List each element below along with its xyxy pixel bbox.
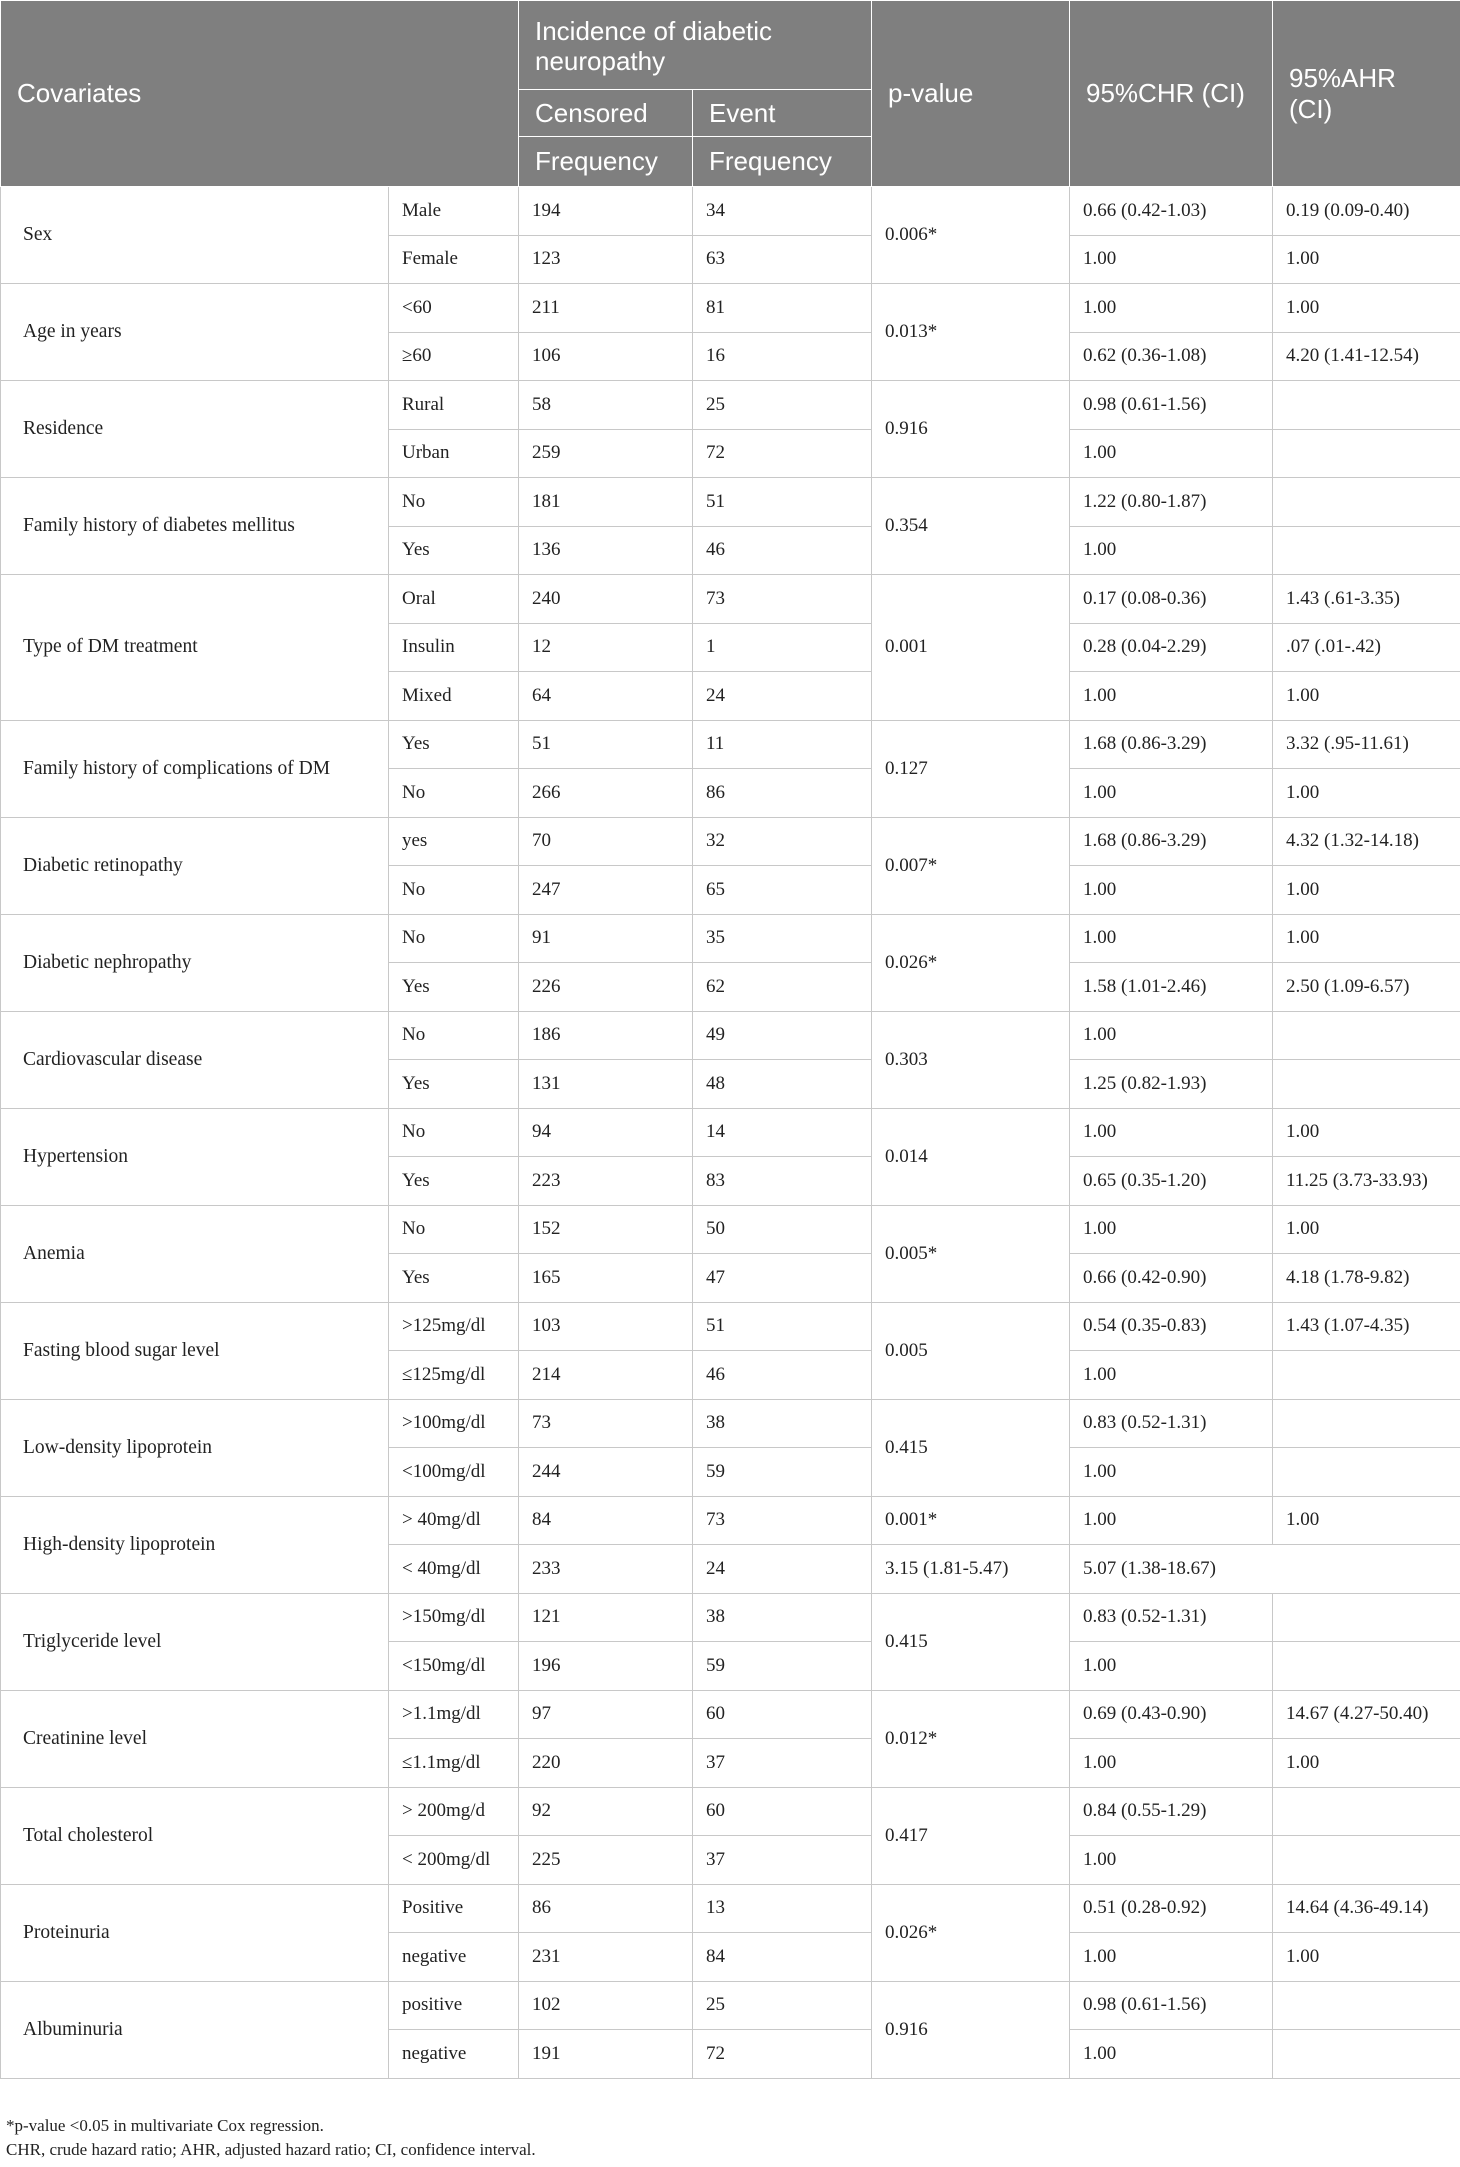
covariate-label: Residence xyxy=(1,381,389,478)
table-row xyxy=(1,1302,1460,1351)
censored-cell: 266 xyxy=(519,769,693,818)
ahr-cell xyxy=(1273,1787,1460,1836)
censored-cell: 223 xyxy=(519,1157,693,1206)
censored-cell: 102 xyxy=(519,1981,693,2030)
event-cell: 46 xyxy=(693,1351,872,1400)
covariate-label: Cardiovascular disease xyxy=(1,1011,389,1108)
level-cell: No xyxy=(389,914,519,963)
event-cell: 14 xyxy=(693,1108,872,1157)
chr-cell: 1.68 (0.86-3.29) xyxy=(1070,720,1273,769)
chr-cell: 0.69 (0.43-0.90) xyxy=(1070,1690,1273,1739)
chr-cell: 1.00 xyxy=(1070,1933,1273,1982)
chr-cell: 0.51 (0.28-0.92) xyxy=(1070,1884,1273,1933)
event-cell: 83 xyxy=(693,1157,872,1206)
event-cell: 37 xyxy=(693,1739,872,1788)
ahr-cell xyxy=(1273,381,1460,430)
table-row xyxy=(1,381,1460,430)
table-row xyxy=(1,478,1460,527)
censored-cell: 106 xyxy=(519,332,693,381)
chr-cell: 1.00 xyxy=(1070,1351,1273,1400)
ahr-cell xyxy=(1273,1399,1460,1448)
table-body xyxy=(1,187,1460,2079)
ahr-cell xyxy=(1273,429,1460,478)
censored-cell: 86 xyxy=(519,1884,693,1933)
pvalue-cell: 0.005 xyxy=(872,1302,1070,1399)
table-row xyxy=(1,817,1460,866)
level-cell: No xyxy=(389,1011,519,1060)
table-row xyxy=(1,1496,1460,1545)
table-row xyxy=(1,914,1460,963)
table-row xyxy=(1,1884,1460,1933)
censored-cell: 231 xyxy=(519,1933,693,1982)
level-cell: > 200mg/d xyxy=(389,1787,519,1836)
pvalue-cell: 0.005* xyxy=(872,1205,1070,1302)
censored-cell: 226 xyxy=(519,963,693,1012)
level-cell: No xyxy=(389,769,519,818)
censored-cell: 123 xyxy=(519,235,693,284)
censored-cell: 214 xyxy=(519,1351,693,1400)
event-cell: 65 xyxy=(693,866,872,915)
ahr-cell: 1.00 xyxy=(1273,866,1460,915)
ahr-cell: 14.67 (4.27-50.40) xyxy=(1273,1690,1460,1739)
level-cell: Yes xyxy=(389,526,519,575)
censored-cell: 84 xyxy=(519,1496,693,1545)
level-cell: >150mg/dl xyxy=(389,1593,519,1642)
level-cell: Mixed xyxy=(389,672,519,721)
covariate-label: Anemia xyxy=(1,1205,389,1302)
censored-cell: 121 xyxy=(519,1593,693,1642)
level-cell: Rural xyxy=(389,381,519,430)
event-cell: 59 xyxy=(693,1642,872,1691)
header-covariates: Covariates xyxy=(1,1,519,187)
chr-cell: 0.83 (0.52-1.31) xyxy=(1070,1399,1273,1448)
censored-cell: 58 xyxy=(519,381,693,430)
chr-cell: 1.00 xyxy=(1070,1205,1273,1254)
event-cell: 37 xyxy=(693,1836,872,1885)
chr-cell: 1.00 xyxy=(1070,672,1273,721)
level-cell: yes xyxy=(389,817,519,866)
chr-cell: 0.98 (0.61-1.56) xyxy=(1070,1981,1273,2030)
header-event: Event xyxy=(693,90,872,137)
pvalue-cell: 0.415 xyxy=(872,1399,1070,1496)
chr-cell: 1.00 xyxy=(1070,1642,1273,1691)
level-cell: Positive xyxy=(389,1884,519,1933)
pvalue-cell: 0.026* xyxy=(872,914,1070,1011)
ahr-cell: 1.00 xyxy=(1273,1108,1460,1157)
level-cell: negative xyxy=(389,1933,519,1982)
header-frequency-event: Frequency xyxy=(693,137,872,187)
covariate-label: Creatinine level xyxy=(1,1690,389,1787)
header-ahr: 95%AHR (CI) xyxy=(1273,1,1460,187)
event-cell: 49 xyxy=(693,1011,872,1060)
level-cell: Insulin xyxy=(389,623,519,672)
chr-cell: 0.62 (0.36-1.08) xyxy=(1070,332,1273,381)
censored-cell: 247 xyxy=(519,866,693,915)
level-cell: Yes xyxy=(389,963,519,1012)
table-row xyxy=(1,1981,1460,2030)
level-cell: Female xyxy=(389,235,519,284)
ahr-cell xyxy=(1273,1836,1460,1885)
chr-cell: 1.00 xyxy=(1070,914,1273,963)
table-row xyxy=(1,284,1460,333)
event-cell: 60 xyxy=(693,1787,872,1836)
footnote-significance: *p-value <0.05 in multivariate Cox regression. xyxy=(6,2116,324,2135)
pvalue-cell: 0.417 xyxy=(872,1787,1070,1884)
ahr-cell xyxy=(1273,1981,1460,2030)
event-cell: 24 xyxy=(693,1545,872,1594)
censored-cell: 51 xyxy=(519,720,693,769)
ahr-cell: 1.00 xyxy=(1273,1205,1460,1254)
ahr-cell: 1.00 xyxy=(1273,1739,1460,1788)
event-cell: 84 xyxy=(693,1933,872,1982)
chr-cell: 0.54 (0.35-0.83) xyxy=(1070,1302,1273,1351)
chr-cell: 1.00 xyxy=(1070,526,1273,575)
event-cell: 50 xyxy=(693,1205,872,1254)
pvalue-cell: 0.916 xyxy=(872,381,1070,478)
level-cell: >1.1mg/dl xyxy=(389,1690,519,1739)
table-row xyxy=(1,1011,1460,1060)
ahr-cell: 11.25 (3.73-33.93) xyxy=(1273,1157,1460,1206)
level-cell: < 200mg/dl xyxy=(389,1836,519,1885)
event-cell: 1 xyxy=(693,623,872,672)
level-cell: < 40mg/dl xyxy=(389,1545,519,1594)
chr-cell: 1.00 xyxy=(1070,429,1273,478)
level-cell: Oral xyxy=(389,575,519,624)
event-cell: 34 xyxy=(693,187,872,236)
ahr-cell: 4.20 (1.41-12.54) xyxy=(1273,332,1460,381)
level-cell: > 40mg/dl xyxy=(389,1496,519,1545)
level-cell: positive xyxy=(389,1981,519,2030)
level-cell: Urban xyxy=(389,429,519,478)
level-cell: ≤125mg/dl xyxy=(389,1351,519,1400)
chr-cell: 0.17 (0.08-0.36) xyxy=(1070,575,1273,624)
ahr-cell: 1.00 xyxy=(1273,672,1460,721)
table-row xyxy=(1,575,1460,624)
event-cell: 51 xyxy=(693,478,872,527)
pvalue-cell: 3.15 (1.81-5.47) xyxy=(872,1545,1070,1594)
event-cell: 72 xyxy=(693,429,872,478)
ahr-cell: 1.00 xyxy=(1273,1496,1460,1545)
censored-cell: 91 xyxy=(519,914,693,963)
header-pvalue: p-value xyxy=(872,1,1070,187)
chr-cell: 1.00 xyxy=(1070,1011,1273,1060)
level-cell: <60 xyxy=(389,284,519,333)
covariate-label: Diabetic nephropathy xyxy=(1,914,389,1011)
table-row xyxy=(1,720,1460,769)
ahr-cell: 3.32 (.95-11.61) xyxy=(1273,720,1460,769)
ahr-cell: .07 (.01-.42) xyxy=(1273,623,1460,672)
chr-cell: 1.00 xyxy=(1070,1836,1273,1885)
pvalue-cell: 0.001 xyxy=(872,575,1070,721)
event-cell: 48 xyxy=(693,1060,872,1109)
pvalue-cell: 0.014 xyxy=(872,1108,1070,1205)
ahr-cell xyxy=(1273,1060,1460,1109)
level-cell: >100mg/dl xyxy=(389,1399,519,1448)
covariate-label: Total cholesterol xyxy=(1,1787,389,1884)
censored-cell: 244 xyxy=(519,1448,693,1497)
pvalue-cell: 0.354 xyxy=(872,478,1070,575)
chr-cell: 0.98 (0.61-1.56) xyxy=(1070,381,1273,430)
event-cell: 38 xyxy=(693,1593,872,1642)
chr-cell: 1.00 xyxy=(1070,1496,1273,1545)
header-censored: Censored xyxy=(519,90,693,137)
header-chr: 95%CHR (CI) xyxy=(1070,1,1273,187)
ahr-cell: 0.19 (0.09-0.40) xyxy=(1273,187,1460,236)
level-cell: Yes xyxy=(389,1060,519,1109)
censored-cell: 97 xyxy=(519,1690,693,1739)
chr-cell: 0.65 (0.35-1.20) xyxy=(1070,1157,1273,1206)
pvalue-cell: 0.916 xyxy=(872,1981,1070,2078)
table-row xyxy=(1,1205,1460,1254)
ahr-cell xyxy=(1273,2030,1460,2079)
covariate-label: Family history of complications of DM xyxy=(1,720,389,817)
ahr-cell xyxy=(1273,1448,1460,1497)
event-cell: 32 xyxy=(693,817,872,866)
pvalue-cell: 0.007* xyxy=(872,817,1070,914)
ahr-cell: 4.18 (1.78-9.82) xyxy=(1273,1254,1460,1303)
level-cell: <150mg/dl xyxy=(389,1642,519,1691)
event-cell: 46 xyxy=(693,526,872,575)
pvalue-cell: 0.001* xyxy=(872,1496,1070,1545)
event-cell: 59 xyxy=(693,1448,872,1497)
ahr-cell xyxy=(1273,1351,1460,1400)
censored-cell: 186 xyxy=(519,1011,693,1060)
event-cell: 25 xyxy=(693,1981,872,2030)
pvalue-cell: 0.415 xyxy=(872,1593,1070,1690)
header-incidence-group: Incidence of diabetic neuropathy xyxy=(519,1,872,90)
censored-cell: 64 xyxy=(519,672,693,721)
event-cell: 86 xyxy=(693,769,872,818)
table-row xyxy=(1,1690,1460,1739)
level-cell: No xyxy=(389,478,519,527)
censored-cell: 73 xyxy=(519,1399,693,1448)
pvalue-cell: 0.006* xyxy=(872,187,1070,284)
level-cell: negative xyxy=(389,2030,519,2079)
ahr-cell: 1.00 xyxy=(1273,1933,1460,1982)
event-cell: 38 xyxy=(693,1399,872,1448)
covariate-label: Fasting blood sugar level xyxy=(1,1302,389,1399)
event-cell: 62 xyxy=(693,963,872,1012)
footnote-abbreviations: CHR, crude hazard ratio; AHR, adjusted hazard ratio; CI, confidence interval. xyxy=(6,2140,536,2159)
event-cell: 73 xyxy=(693,1496,872,1545)
event-cell: 47 xyxy=(693,1254,872,1303)
event-cell: 35 xyxy=(693,914,872,963)
chr-cell: 1.00 xyxy=(1070,1448,1273,1497)
ahr-cell xyxy=(1273,526,1460,575)
censored-cell: 70 xyxy=(519,817,693,866)
censored-cell: 194 xyxy=(519,187,693,236)
censored-cell: 211 xyxy=(519,284,693,333)
covariate-label: Albuminuria xyxy=(1,1981,389,2078)
ahr-cell: 1.43 (1.07-4.35) xyxy=(1273,1302,1460,1351)
pvalue-cell: 0.127 xyxy=(872,720,1070,817)
event-cell: 51 xyxy=(693,1302,872,1351)
level-cell: No xyxy=(389,1108,519,1157)
ahr-cell: 1.00 xyxy=(1273,235,1460,284)
censored-cell: 12 xyxy=(519,623,693,672)
covariate-label: Type of DM treatment xyxy=(1,575,389,721)
chr-cell: 0.66 (0.42-0.90) xyxy=(1070,1254,1273,1303)
table-row xyxy=(1,187,1460,236)
chr-cell: 1.00 xyxy=(1070,866,1273,915)
censored-cell: 196 xyxy=(519,1642,693,1691)
event-cell: 60 xyxy=(693,1690,872,1739)
pvalue-cell: 0.303 xyxy=(872,1011,1070,1108)
chr-cell: 1.00 xyxy=(1070,1108,1273,1157)
censored-cell: 181 xyxy=(519,478,693,527)
event-cell: 11 xyxy=(693,720,872,769)
level-cell: ≥60 xyxy=(389,332,519,381)
censored-cell: 92 xyxy=(519,1787,693,1836)
event-cell: 25 xyxy=(693,381,872,430)
pvalue-cell: 0.026* xyxy=(872,1884,1070,1981)
event-cell: 63 xyxy=(693,235,872,284)
covariate-label: Proteinuria xyxy=(1,1884,389,1981)
ahr-cell xyxy=(1273,478,1460,527)
censored-cell: 131 xyxy=(519,1060,693,1109)
header-frequency-censored: Frequency xyxy=(519,137,693,187)
level-cell: >125mg/dl xyxy=(389,1302,519,1351)
level-cell: No xyxy=(389,1205,519,1254)
covariate-label: Sex xyxy=(1,187,389,284)
level-cell: Yes xyxy=(389,1157,519,1206)
chr-cell: 1.22 (0.80-1.87) xyxy=(1070,478,1273,527)
ahr-cell xyxy=(1273,1011,1460,1060)
covariate-label: Triglyceride level xyxy=(1,1593,389,1690)
chr-cell: 1.00 xyxy=(1070,284,1273,333)
ahr-cell: 1.00 xyxy=(1273,284,1460,333)
table-row xyxy=(1,1399,1460,1448)
level-cell: Male xyxy=(389,187,519,236)
table-row xyxy=(1,1787,1460,1836)
event-cell: 73 xyxy=(693,575,872,624)
covariate-label: Diabetic retinopathy xyxy=(1,817,389,914)
level-cell: ≤1.1mg/dl xyxy=(389,1739,519,1788)
ahr-cell: 1.43 (.61-3.35) xyxy=(1273,575,1460,624)
ahr-cell: 1.00 xyxy=(1273,769,1460,818)
event-cell: 24 xyxy=(693,672,872,721)
level-cell: Yes xyxy=(389,720,519,769)
level-cell: No xyxy=(389,866,519,915)
chr-cell: 1.68 (0.86-3.29) xyxy=(1070,817,1273,866)
chr-cell: 1.58 (1.01-2.46) xyxy=(1070,963,1273,1012)
censored-cell: 103 xyxy=(519,1302,693,1351)
covariate-label: Hypertension xyxy=(1,1108,389,1205)
ahr-cell: 2.50 (1.09-6.57) xyxy=(1273,963,1460,1012)
table-header xyxy=(1,1,1460,187)
chr-cell: 1.25 (0.82-1.93) xyxy=(1070,1060,1273,1109)
censored-cell: 220 xyxy=(519,1739,693,1788)
ahr-cell: 14.64 (4.36-49.14) xyxy=(1273,1884,1460,1933)
pvalue-cell: 0.012* xyxy=(872,1690,1070,1787)
censored-cell: 233 xyxy=(519,1545,693,1594)
chr-cell: 1.00 xyxy=(1070,2030,1273,2079)
event-cell: 16 xyxy=(693,332,872,381)
level-cell: Yes xyxy=(389,1254,519,1303)
pvalue-cell: 0.013* xyxy=(872,284,1070,381)
event-cell: 13 xyxy=(693,1884,872,1933)
chr-cell: 0.83 (0.52-1.31) xyxy=(1070,1593,1273,1642)
chr-cell: 1.00 xyxy=(1070,769,1273,818)
censored-cell: 165 xyxy=(519,1254,693,1303)
censored-cell: 240 xyxy=(519,575,693,624)
ahr-cell: 1.00 xyxy=(1273,914,1460,963)
chr-cell: 1.00 xyxy=(1070,1739,1273,1788)
event-cell: 81 xyxy=(693,284,872,333)
chr-cell: 0.84 (0.55-1.29) xyxy=(1070,1787,1273,1836)
ahr-cell xyxy=(1273,1642,1460,1691)
event-cell: 72 xyxy=(693,2030,872,2079)
table-row xyxy=(1,1593,1460,1642)
covariate-label: Age in years xyxy=(1,284,389,381)
table-footnotes xyxy=(6,2114,536,2162)
covariate-label: High-density lipoprotein xyxy=(1,1496,389,1593)
chr-cell: 0.28 (0.04-2.29) xyxy=(1070,623,1273,672)
censored-cell: 191 xyxy=(519,2030,693,2079)
censored-cell: 94 xyxy=(519,1108,693,1157)
censored-cell: 225 xyxy=(519,1836,693,1885)
censored-cell: 136 xyxy=(519,526,693,575)
covariate-label: Low-density lipoprotein xyxy=(1,1399,389,1496)
level-cell: <100mg/dl xyxy=(389,1448,519,1497)
ahr-cell: 4.32 (1.32-14.18) xyxy=(1273,817,1460,866)
ahr-cell xyxy=(1273,1593,1460,1642)
censored-cell: 152 xyxy=(519,1205,693,1254)
censored-cell: 259 xyxy=(519,429,693,478)
table-row xyxy=(1,1108,1460,1157)
chr-cell: 5.07 (1.38-18.67) xyxy=(1070,1545,1460,1594)
chr-cell: 1.00 xyxy=(1070,235,1273,284)
chr-cell: 0.66 (0.42-1.03) xyxy=(1070,187,1273,236)
covariate-label: Family history of diabetes mellitus xyxy=(1,478,389,575)
